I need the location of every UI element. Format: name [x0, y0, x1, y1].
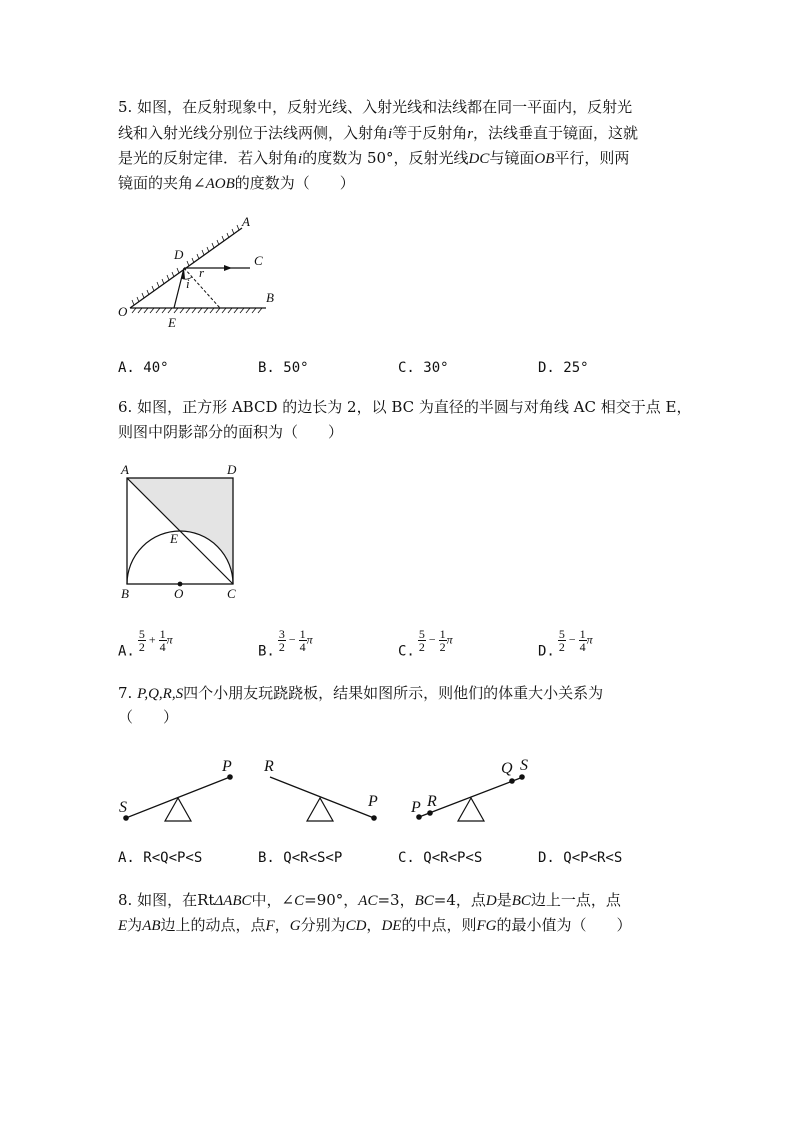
q6-option-c[interactable]: C. $\frac{5}{2}$ − $\frac{1}{2}$ π: [398, 627, 453, 660]
q6-line-1: 6. 如图，正方形 ABCD 的边长为 2，以 BC 为直径的半圆与对角线 AC 相交于点 E，: [118, 398, 692, 416]
q5-line-3: 是光的反射定律．若入射角i的度数为 50°，反射光线DC与镜面OB平行，则两: [118, 149, 630, 167]
q6-label-A: A: [121, 462, 129, 477]
q7-fig3-label-Q: Q: [501, 760, 513, 777]
q6-option-a[interactable]: A. $\frac{5}{2}$ + $\frac{1}{4}$ π: [118, 627, 173, 660]
q5-label-D: D: [174, 247, 184, 262]
q5-option-c[interactable]: C. 30°: [398, 360, 449, 376]
q7-option-c[interactable]: C. Q<R<P<S: [398, 850, 483, 866]
q7-seesaw-figure-1: [115, 755, 245, 830]
q6-square-figure: [115, 460, 245, 605]
q7-fig1-label-S: S: [119, 799, 127, 816]
q5-mirror-figure: [110, 210, 290, 335]
q5-label-r: r: [199, 265, 205, 280]
q7-fig2-label-R: R: [264, 758, 274, 775]
q7-fig3-label-P: P: [411, 799, 421, 816]
q6-line-2: 则图中阴影部分的面积为（ ）: [118, 423, 344, 441]
q6-label-C: C: [227, 586, 236, 601]
q5-option-b[interactable]: B. 50°: [258, 360, 309, 376]
q7-option-b[interactable]: B. Q<R<S<P: [258, 850, 343, 866]
q5-option-d[interactable]: D. 25°: [538, 360, 589, 376]
q7-option-a[interactable]: A. R<Q<P<S: [118, 850, 203, 866]
q8-line-2: E为AB边上的动点，点F，G分别为CD，DE的中点，则FG的最小值为（ ）: [118, 916, 632, 934]
q7-seesaw-figure-3: [405, 755, 535, 830]
q7-option-d[interactable]: D. Q<P<R<S: [538, 850, 623, 866]
q7-fig1-label-P: P: [222, 758, 232, 775]
q5-label-E: E: [168, 315, 176, 330]
q6-option-b[interactable]: B. $\frac{3}{2}$ − $\frac{1}{4}$ π: [258, 627, 313, 660]
q5-line-2: 线和入射光线分别位于法线两侧，入射角i等于反射角r，法线垂直于镜面，这就: [118, 124, 639, 142]
q5-label-B: B: [266, 290, 274, 305]
q7-seesaw-figure-2: [258, 755, 388, 830]
q7-fig2-label-P: P: [368, 793, 378, 810]
q6-label-D: D: [227, 462, 237, 477]
q6-label-O: O: [174, 586, 184, 601]
q6-label-E: E: [170, 531, 178, 546]
q7-fig3-label-R: R: [427, 793, 437, 810]
q5-label-i: i: [186, 276, 190, 291]
q7-line-2: （ ）: [118, 708, 179, 726]
q5-line-1: 5. 如图，在反射现象中，反射光线、入射光线和法线都在同一平面内，反射光: [118, 98, 633, 116]
q5-line-4: 镜面的夹角∠AOB的度数为（ ）: [118, 174, 355, 192]
q5-label-O: O: [118, 304, 128, 319]
q7-line-1: 7. P,Q,R,S四个小朋友玩跷跷板，结果如图所示，则他们的体重大小关系为: [118, 684, 604, 702]
q5-option-a[interactable]: A. 40°: [118, 360, 169, 376]
q8-line-1: 8. 如图，在RtΔABC中，∠C=90°，AC=3，BC=4，点D是BC边上一点，点: [118, 891, 621, 909]
q6-option-d[interactable]: D. $\frac{5}{2}$ − $\frac{1}{4}$ π: [538, 627, 593, 660]
q6-label-B: B: [121, 586, 129, 601]
q5-label-C: C: [254, 253, 263, 268]
q5-label-A: A: [242, 214, 250, 229]
q7-fig3-label-S: S: [520, 757, 528, 774]
